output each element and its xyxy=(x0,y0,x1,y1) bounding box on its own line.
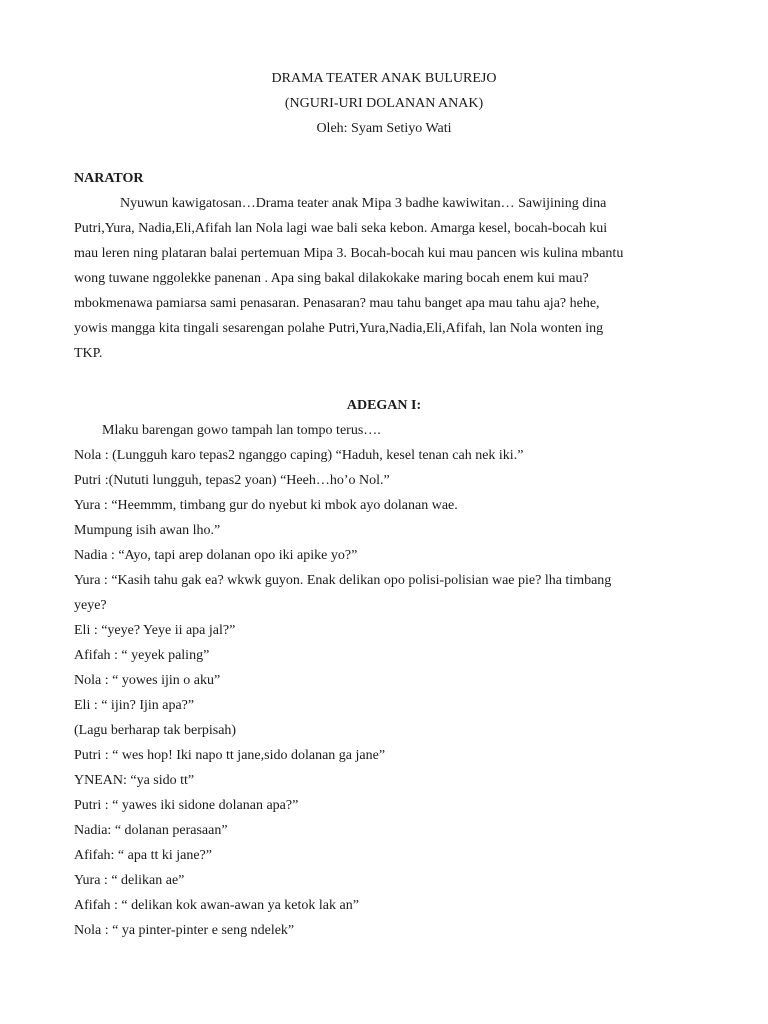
adegan-heading: ADEGAN I: xyxy=(346,398,422,413)
dialog-line: Yura : “ delikan ae” xyxy=(74,873,185,888)
dialog-section xyxy=(74,418,714,943)
dialog-line: Afifah: “ apa tt ki jane?” xyxy=(74,848,212,863)
dialog-line: yeye? xyxy=(74,598,107,613)
dialog-line: Mumpung isih awan lho.” xyxy=(74,523,221,538)
dialog-line: Yura : “Kasih tahu gak ea? wkwk guyon. Enak delikan opo polisi-polisian wae pie? lha timbang xyxy=(74,573,612,588)
dialog-line: Putri :(Nututi lungguh, tepas2 yoan) “Heeh…ho’o Nol.” xyxy=(74,473,390,488)
dialog-line: Nola : “ ya pinter-pinter e seng ndelek” xyxy=(74,923,295,938)
narator-line: mau leren ning plataran balai pertemuan Mipa 3. Bocah-bocah kui mau pancen wis kulina mbantu xyxy=(74,246,624,261)
stage-direction: (Lagu berharap tak berpisah) xyxy=(74,723,237,738)
document-author: Oleh: Syam Setiyo Wati xyxy=(316,121,452,136)
narator-line: wong tuwane nggolekke panenan . Apa sing bakal dilakokake maring bocah enem kui mau? xyxy=(74,271,589,286)
dialog-line: Yura : “Heemmm, timbang gur do nyebut ki mbok ayo dolanan wae. xyxy=(74,498,458,513)
document-header xyxy=(0,66,768,141)
narator-line: Putri,Yura, Nadia,Eli,Afifah lan Nola lagi wae bali seka kebon. Amarga kesel, bocah-bocah kui xyxy=(74,221,608,236)
dialog-line: Putri : “ yawes iki sidone dolanan apa?” xyxy=(74,798,299,813)
dialog-line: Putri : “ wes hop! Iki napo tt jane,sido dolanan ga jane” xyxy=(74,748,386,763)
document-subtitle: (NGURI-URI DOLANAN ANAK) xyxy=(284,96,484,111)
dialog-line: Afifah : “ delikan kok awan-awan ya ketok lak an” xyxy=(74,898,359,913)
dialog-line: Eli : “yeye? Yeye ii apa jal?” xyxy=(74,623,236,638)
dialog-line: Eli : “ ijin? Ijin apa?” xyxy=(74,698,195,713)
dialog-line: Nola : (Lungguh karo tepas2 nganggo caping) “Haduh, kesel tenan cah nek iki.” xyxy=(74,448,524,463)
narator-line: mbokmenawa pamiarsa sami penasaran. Penasaran? mau tahu banget apa mau tahu aja? hehe, xyxy=(74,296,600,311)
dialog-line: Nadia : “Ayo, tapi arep dolanan opo iki apike yo?” xyxy=(74,548,358,563)
document-title: DRAMA TEATER ANAK BULUREJO xyxy=(271,71,497,86)
narator-line: yowis mangga kita tingali sesarengan polahe Putri,Yura,Nadia,Eli,Afifah, lan Nola wonten ing xyxy=(74,321,604,336)
dialog-line: YNEAN: “ya sido tt” xyxy=(74,773,195,788)
stage-direction: Mlaku barengan gowo tampah lan tompo terus…. xyxy=(102,423,381,438)
dialog-line: Afifah : “ yeyek paling” xyxy=(74,648,210,663)
narator-heading: NARATOR xyxy=(74,171,144,186)
narator-line: Nyuwun kawigatosan…Drama teater anak Mipa 3 badhe kawiwitan… Sawijining dina xyxy=(120,196,607,211)
dialog-line: Nadia: “ dolanan perasaan” xyxy=(74,823,228,838)
narator-paragraph xyxy=(74,191,694,366)
narator-line: TKP. xyxy=(74,346,103,361)
dialog-line: Nola : “ yowes ijin o aku” xyxy=(74,673,221,688)
